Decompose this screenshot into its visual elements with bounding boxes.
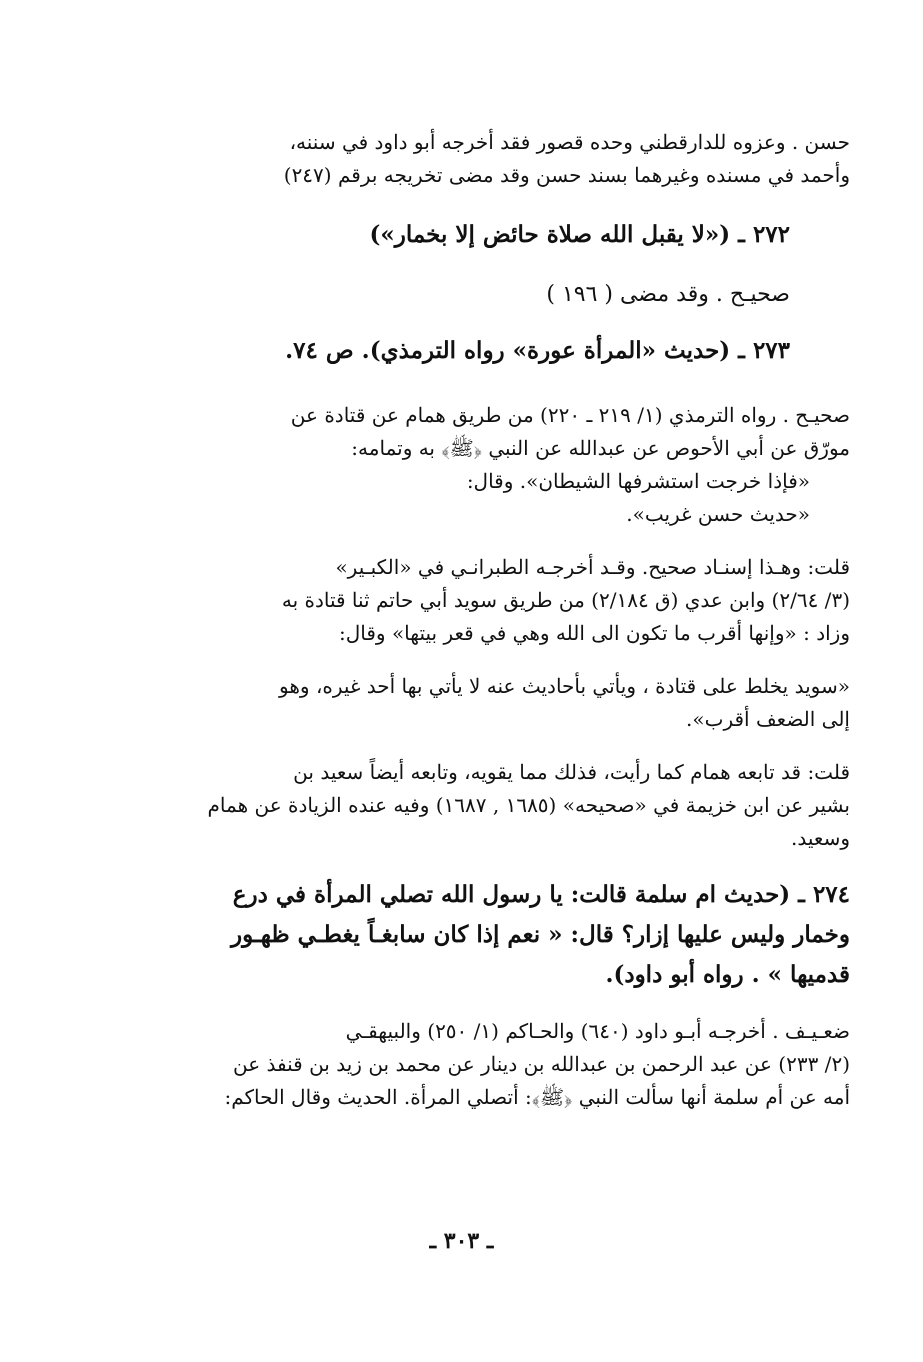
text-line: ضعـيـف . أخرجـه أبـو داود (٦٤٠) والحـاكم (١/ ٢٥٠) والبيهقـي — [345, 1019, 850, 1043]
commentary-paragraph — [150, 551, 850, 650]
hadith-274-heading — [150, 875, 850, 995]
text-line: (٢/ ٢٣٣) عن عبد الرحمن بن عبدالله بن دينار عن محمد بن زيد بن قنفذ عن — [233, 1052, 850, 1076]
text-line: مورّق عن أبي الأحوص عن عبدالله عن النبي ﴿ﷺ﴾ به وتمامه: — [351, 436, 850, 460]
page-number: ـ ٣٠٣ ـ — [429, 1228, 494, 1254]
page-body — [150, 126, 850, 1114]
text-line: حسن . وعزوه للدارقطني وحده قصور فقد أخرجه أبو داود في سننه، — [289, 130, 850, 154]
text-line: «سويد يخلط على قتادة ، ويأتي بأحاديث عنه لا يأتي بها أحد غيره، وهو — [279, 674, 850, 698]
text-line: وأحمد في مسنده وغيرهما بسند حسن وقد مضى تخريجه برقم (٢٤٧) — [283, 163, 850, 187]
heading-line: قدميها » . رواه أبو داود). — [605, 961, 850, 988]
text-line: قلت: وهـذا إسنـاد صحيح. وقـد أخرجـه الطبرانـي في «الكبـير» — [335, 555, 850, 579]
paragraph-continuation — [150, 126, 850, 192]
commentary-paragraph — [150, 756, 850, 855]
heading-line: ٢٧٢ ـ («لا يقبل الله صلاة حائض إلا بخمار») — [369, 221, 790, 248]
text-line: وزاد : «وإنها أقرب ما تكون الى الله وهي في قعر بيتها» وقال: — [339, 621, 850, 645]
hadith-272-heading — [150, 212, 850, 258]
text-line: صحيـح . وقد مضى ( ١٩٦ ) — [546, 282, 790, 307]
text-line: أمه عن أم سلمة أنها سألت النبي ﴿ﷺ﴾: أتصلي المرأة. الحديث وقال الحاكم: — [224, 1085, 850, 1109]
hadith-274-commentary — [150, 1015, 850, 1114]
heading-line: ٢٧٣ ـ (حديث «المرأة عورة» رواه الترمذي). ص ٧٤. — [285, 337, 790, 364]
text-line: (٣/ ٢/٦٤) وابن عدي (ق ٢/١٨٤) من طريق سويد أبي حاتم ثنا قتادة به — [281, 588, 850, 612]
quoted-line: «حديث حسن غريب». — [626, 502, 810, 526]
text-line: قلت: قد تابعه همام كما رأيت، فذلك مما يقويه، وتابعه أيضاً سعيد بن — [293, 760, 850, 784]
hadith-272-grading — [150, 278, 850, 311]
heading-line: ٢٧٤ ـ (حديث ام سلمة قالت: يا رسول الله تصلي المرأة في درع — [232, 881, 850, 908]
heading-line: وخمار وليس عليها إزار؟ قال: « نعم إذا كان سابغـاً يغطـي ظهـور — [231, 921, 850, 948]
hadith-273-heading — [150, 331, 850, 371]
text-line: وسعيد. — [791, 826, 850, 850]
text-line: بشير عن ابن خزيمة في «صحيحه» (١٦٨٥ , ١٦٨٧) وفيه عنده الزيادة عن همام — [207, 793, 850, 817]
quoted-paragraph — [150, 670, 850, 736]
hadith-273-commentary — [150, 399, 850, 531]
text-line: صحيـح . رواه الترمذي (١/ ٢١٩ ـ ٢٢٠) من طريق همام عن قتادة عن — [290, 403, 850, 427]
text-line: إلى الضعف أقرب». — [686, 707, 850, 731]
quoted-line: «فإذا خرجت استشرفها الشيطان». وقال: — [466, 469, 810, 493]
